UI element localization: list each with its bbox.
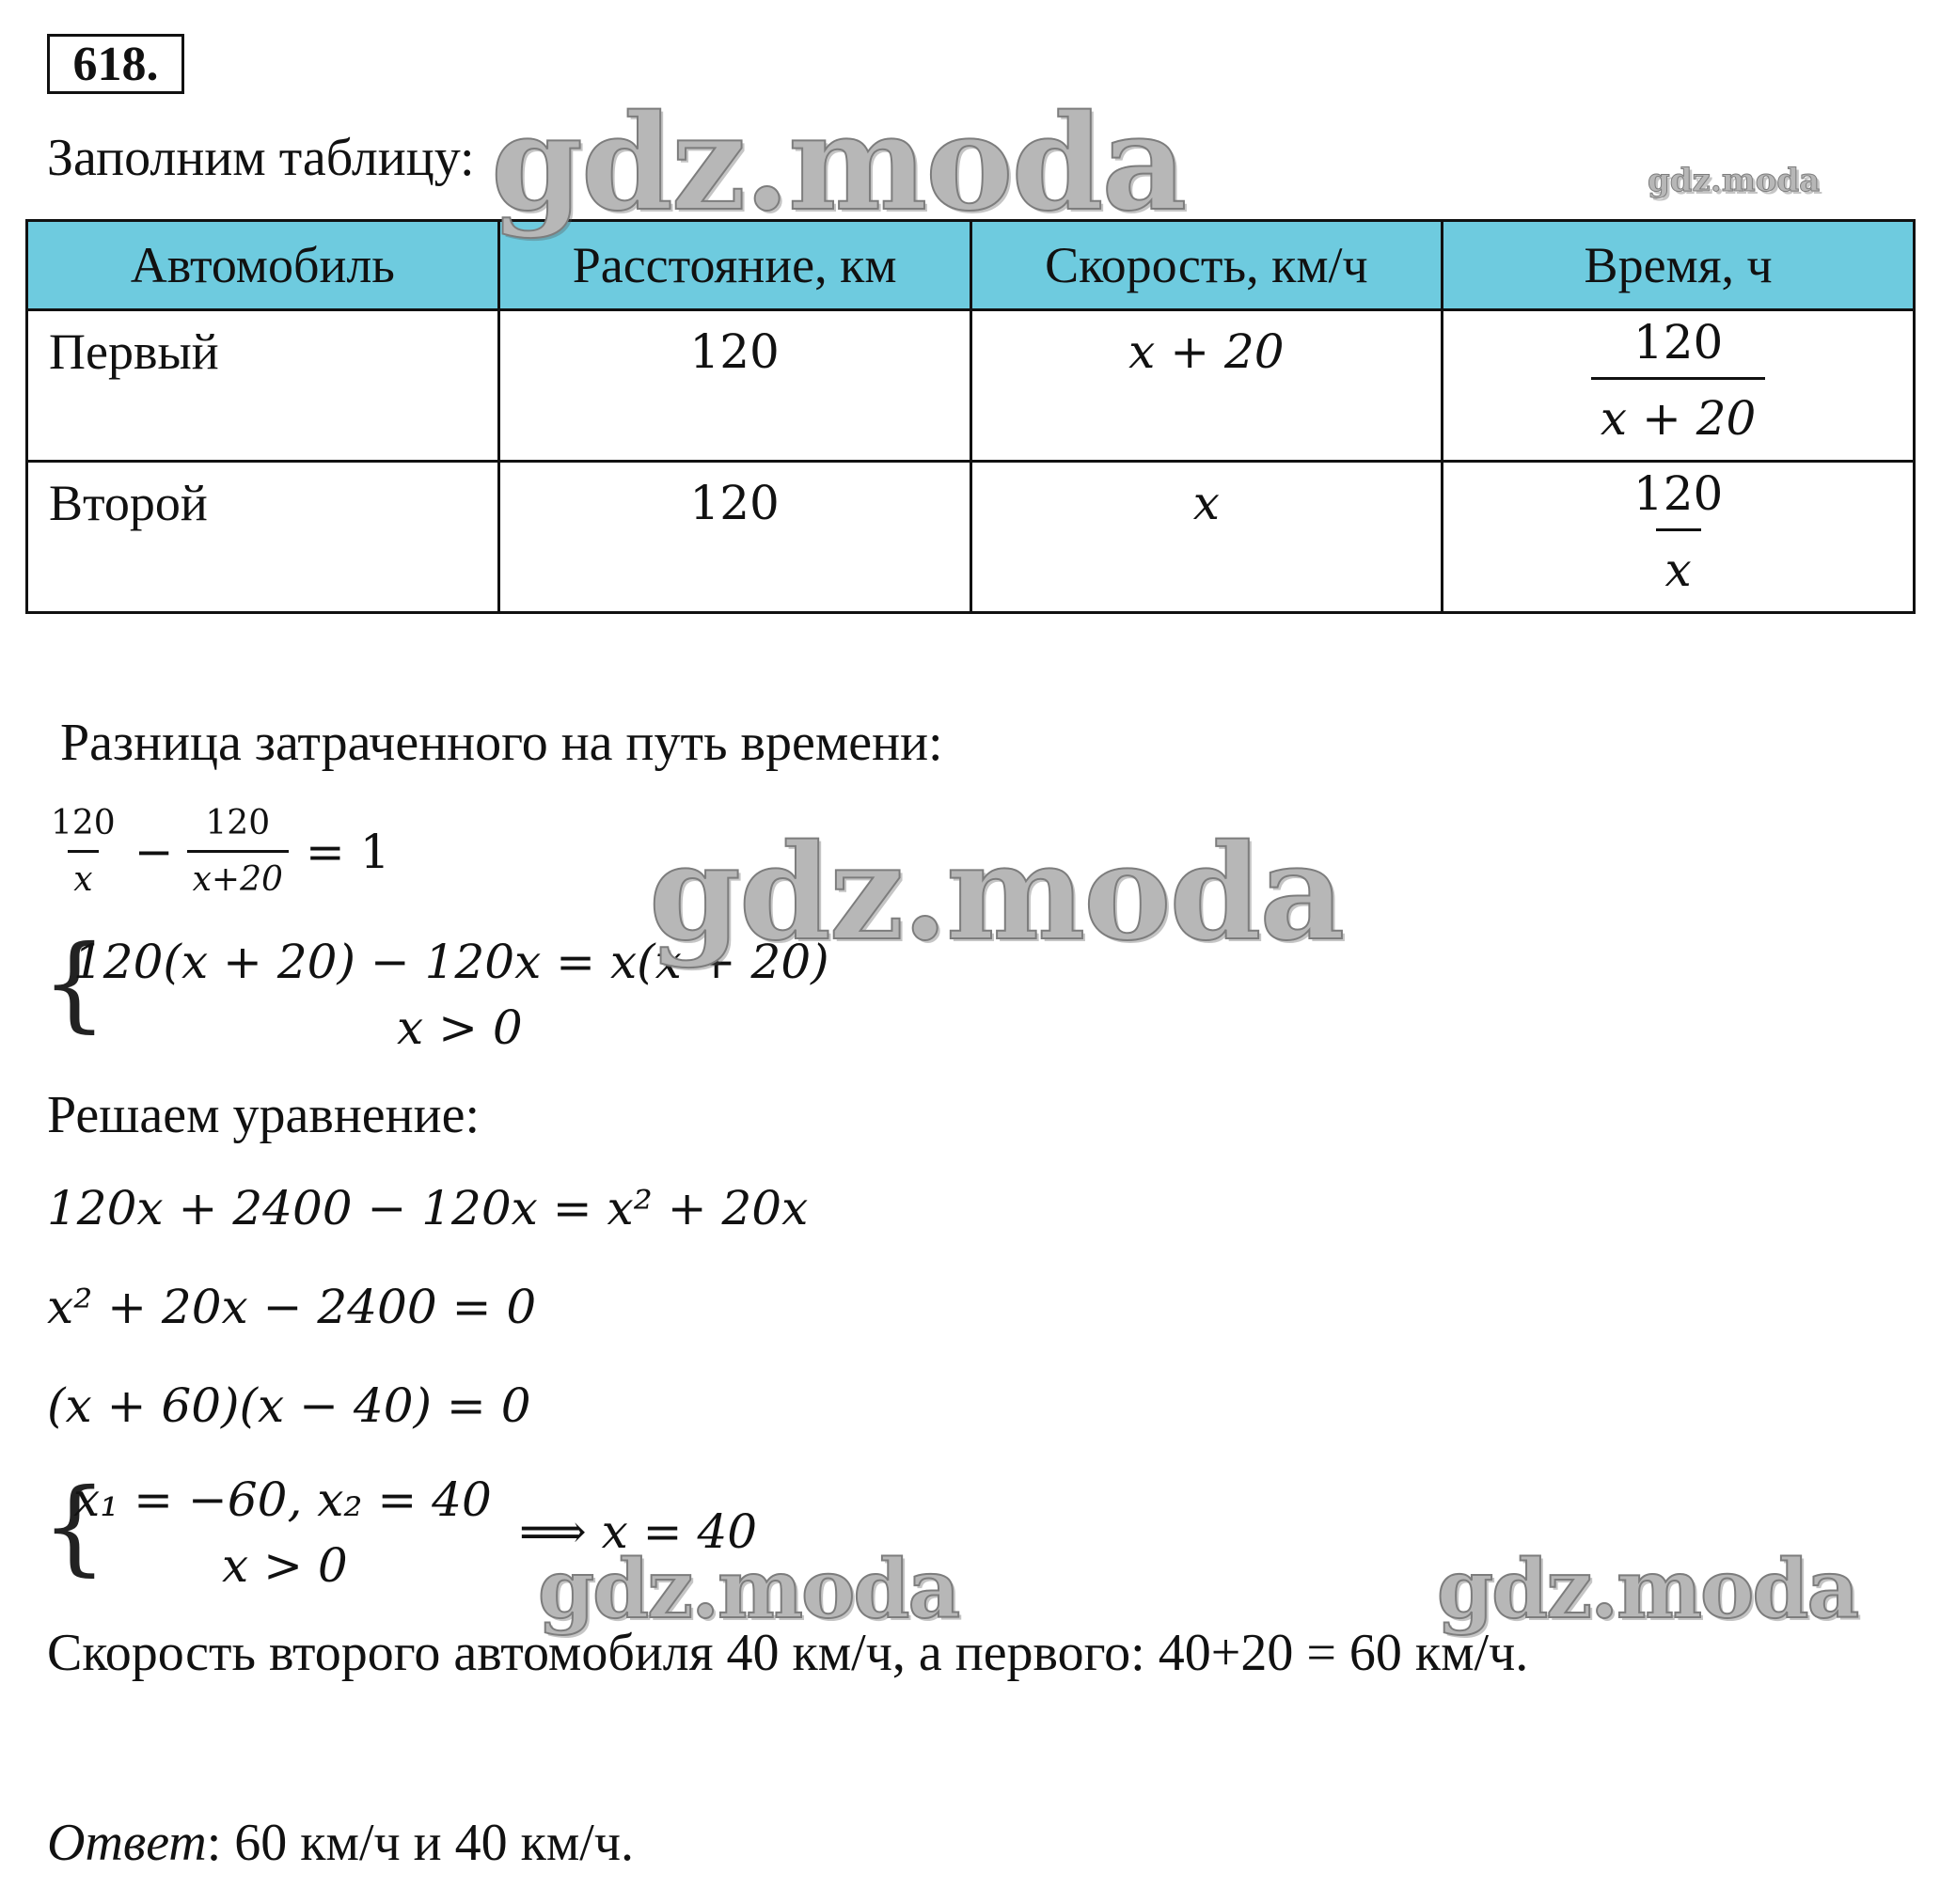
cell-speed	[970, 462, 1443, 613]
cell-car	[27, 462, 499, 613]
cell-distance	[498, 462, 970, 613]
time-fraction	[1628, 466, 1728, 597]
time-denominator: x	[1656, 528, 1701, 597]
system1-line1: 120(x + 20) − 120x = x(x + 20)	[73, 935, 829, 989]
step-3: (x + 60)(x − 40) = 0	[47, 1378, 531, 1433]
speed-value: x	[1192, 476, 1220, 530]
time-fraction	[1591, 315, 1766, 446]
watermark: gdz.moda	[491, 87, 1186, 241]
header-car: Автомобиль	[27, 221, 499, 310]
car-name: Второй	[49, 475, 208, 531]
table-row	[27, 310, 1915, 462]
system2-line1: x₁ = −60, x₂ = 40	[73, 1472, 492, 1527]
time-numerator: 120	[1632, 315, 1724, 370]
watermark: gdz.moda	[1437, 1542, 1858, 1637]
watermark: gdz.moda	[538, 1542, 959, 1637]
distance-value: 120	[689, 476, 780, 530]
answer-line	[47, 1814, 635, 1872]
time-numerator: 120	[1632, 466, 1724, 521]
step-2: x² + 20x − 2400 = 0	[47, 1280, 537, 1334]
minus-sign: −	[134, 824, 174, 879]
time-denominator: x + 20	[1591, 377, 1766, 446]
fraction-2-numerator: 120	[205, 804, 271, 842]
answer-text: : 60 км/ч и 40 км/ч.	[206, 1814, 635, 1872]
step-1: 120x + 2400 − 120x = x² + 20x	[47, 1181, 809, 1235]
difference-label: Разница затраченного на путь времени:	[60, 714, 943, 772]
fraction-1-numerator: 120	[51, 804, 116, 842]
car-name: Первый	[49, 323, 219, 380]
cell-time	[1443, 310, 1915, 462]
cell-time	[1443, 462, 1915, 613]
conclusion-text: Скорость второго автомобиля 40 км/ч, а первого: 40+20 = 60 км/ч.	[47, 1624, 1529, 1682]
header-time: Время, ч	[1443, 221, 1915, 310]
system1-line2: x > 0	[397, 1000, 523, 1055]
task-number: 618.	[47, 34, 184, 94]
watermark: gdz.moda	[1648, 162, 1821, 199]
data-table	[25, 219, 1916, 614]
watermark: gdz.moda	[649, 816, 1344, 970]
cell-speed	[970, 310, 1443, 462]
header-distance: Расстояние, км	[498, 221, 970, 310]
header-speed: Скорость, км/ч	[970, 221, 1443, 310]
solve-label: Решаем уравнение:	[47, 1086, 481, 1144]
table-row	[27, 462, 1915, 613]
speed-value: x + 20	[1128, 324, 1285, 379]
system-brace-1: {	[41, 922, 107, 1043]
system2-result: ⟹ x = 40	[519, 1504, 758, 1559]
intro-text: Заполним таблицу:	[47, 129, 475, 187]
fraction-1	[45, 804, 121, 899]
distance-value: 120	[689, 324, 780, 379]
answer-label: Ответ	[47, 1814, 207, 1872]
equation	[45, 804, 390, 899]
fraction-1-denominator: x	[68, 850, 98, 899]
fraction-2	[187, 804, 289, 899]
cell-distance	[498, 310, 970, 462]
cell-car	[27, 310, 499, 462]
fraction-2-denominator: x+20	[187, 850, 289, 899]
system-brace-2: {	[41, 1466, 107, 1586]
system2-line2: x > 0	[222, 1538, 348, 1593]
equation-rhs: = 1	[305, 824, 390, 879]
